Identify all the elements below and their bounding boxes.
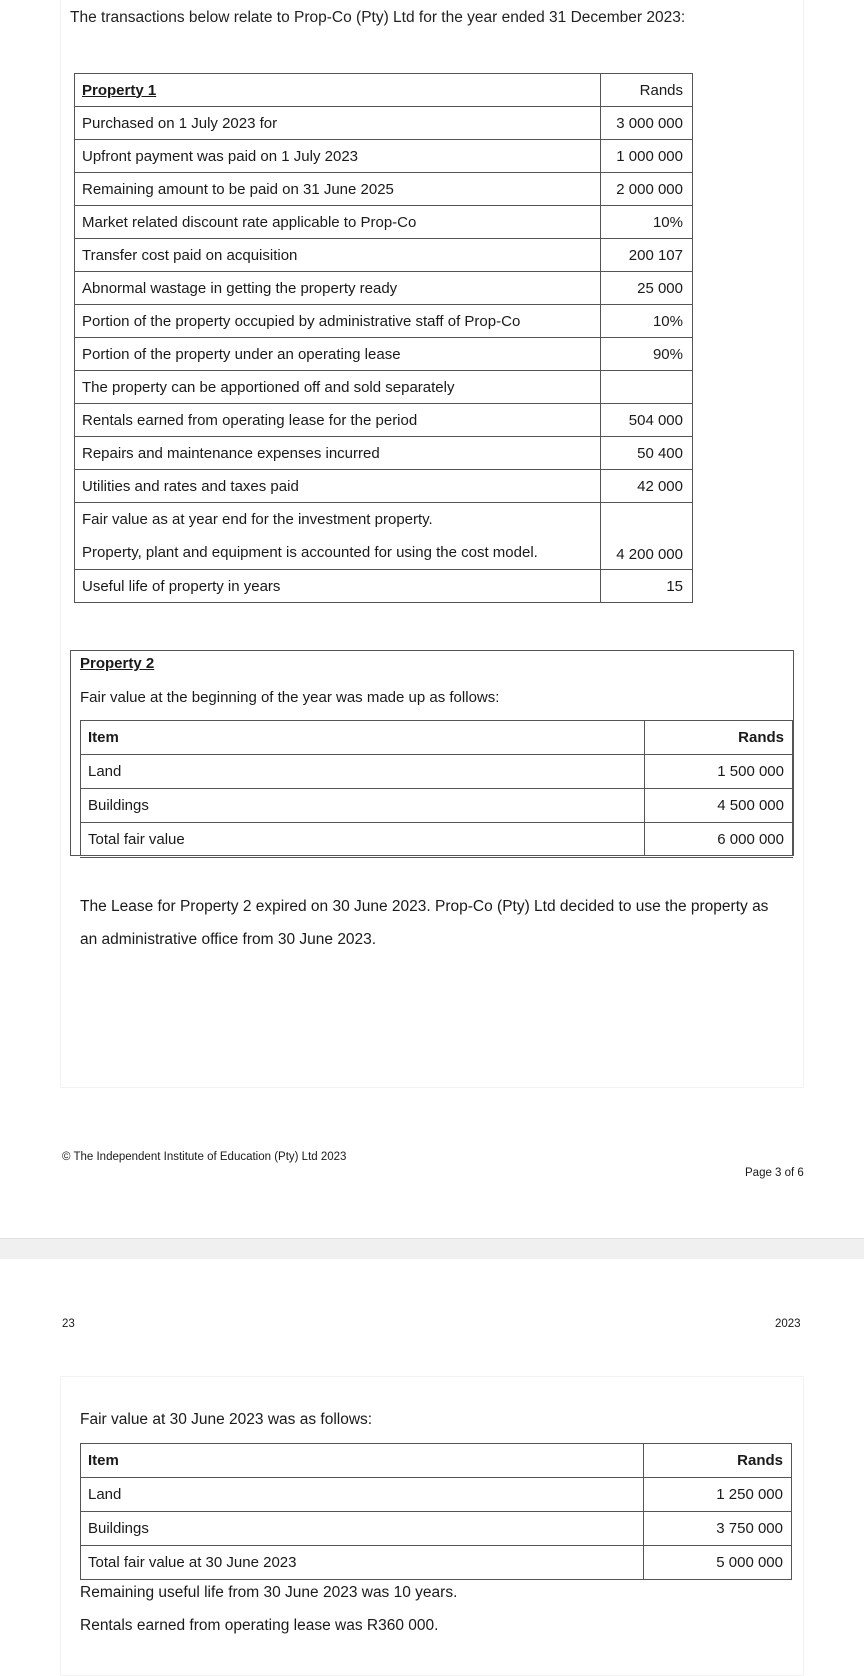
table-header: Item Rands	[81, 721, 793, 755]
fair-value: 4 200 000	[601, 503, 693, 570]
property2-table	[80, 720, 793, 858]
page-separator	[0, 1238, 864, 1259]
table-row: Buildings 4 500 000	[81, 789, 793, 823]
property2-box	[70, 650, 794, 856]
fair-value-cell: Fair value as at year end for the investment property. Property, plant and equipment is accounted for using the cost model.	[75, 503, 601, 570]
rands-header: Rands	[601, 74, 693, 107]
lease-paragraph: The Lease for Property 2 expired on 30 June 2023. Prop-Co (Pty) Ltd decided to use the property as an administrative office from 30 June 2023.	[80, 898, 769, 948]
property1-title: Property 1	[75, 74, 601, 107]
table-row: Repairs and maintenance expenses incurred 50 400	[75, 437, 693, 470]
table-row: Remaining amount to be paid on 31 June 2025 2 000 000	[75, 173, 693, 206]
table-row: Total fair value 6 000 000	[81, 823, 793, 857]
table-row	[75, 503, 693, 570]
table-row: Buildings 3 750 000	[81, 1512, 792, 1546]
table-header: Item Rands	[81, 1444, 792, 1478]
table-row: Total fair value at 30 June 2023 5 000 000	[81, 1546, 792, 1580]
june-fair-value-table	[80, 1443, 792, 1580]
table-row: Useful life of property in years 15	[75, 570, 693, 603]
page-header-right: 2023	[775, 1318, 801, 1330]
page-number: Page 3 of 6	[745, 1167, 804, 1179]
property2-title: Property 2	[80, 655, 155, 672]
table-row	[75, 74, 693, 107]
copyright: © The Independent Institute of Education (Pty) Ltd 2023	[62, 1151, 347, 1163]
intro-text: The transactions below relate to Prop-Co (Pty) Ltd for the year ended 31 December 2023:	[70, 9, 686, 26]
table-row: Abnormal wastage in getting the property ready 25 000	[75, 272, 693, 305]
table-row: Transfer cost paid on acquisition 200 107	[75, 239, 693, 272]
table-row: Purchased on 1 July 2023 for 3 000 000	[75, 107, 693, 140]
page-header-left: 23	[62, 1318, 75, 1330]
june-intro: Fair value at 30 June 2023 was as follows:	[80, 1411, 373, 1428]
property2-intro: Fair value at the beginning of the year was made up as follows:	[80, 689, 500, 706]
table-row: Market related discount rate applicable to Prop-Co 10%	[75, 206, 693, 239]
table-row: Land 1 250 000	[81, 1478, 792, 1512]
remaining-life-note: Remaining useful life from 30 June 2023 was 10 years.	[80, 1584, 458, 1601]
table-row: Land 1 500 000	[81, 755, 793, 789]
table-row: Portion of the property under an operating lease 90%	[75, 338, 693, 371]
table-row: The property can be apportioned off and sold separately	[75, 371, 693, 404]
table-row: Upfront payment was paid on 1 July 2023 1 000 000	[75, 140, 693, 173]
table-row: Rentals earned from operating lease for the period 504 000	[75, 404, 693, 437]
rentals-note: Rentals earned from operating lease was R360 000.	[80, 1617, 439, 1634]
property1-table	[74, 73, 693, 603]
june-notes	[80, 1576, 457, 1642]
table-row: Portion of the property occupied by administrative staff of Prop-Co 10%	[75, 305, 693, 338]
table-row: Utilities and rates and taxes paid 42 000	[75, 470, 693, 503]
